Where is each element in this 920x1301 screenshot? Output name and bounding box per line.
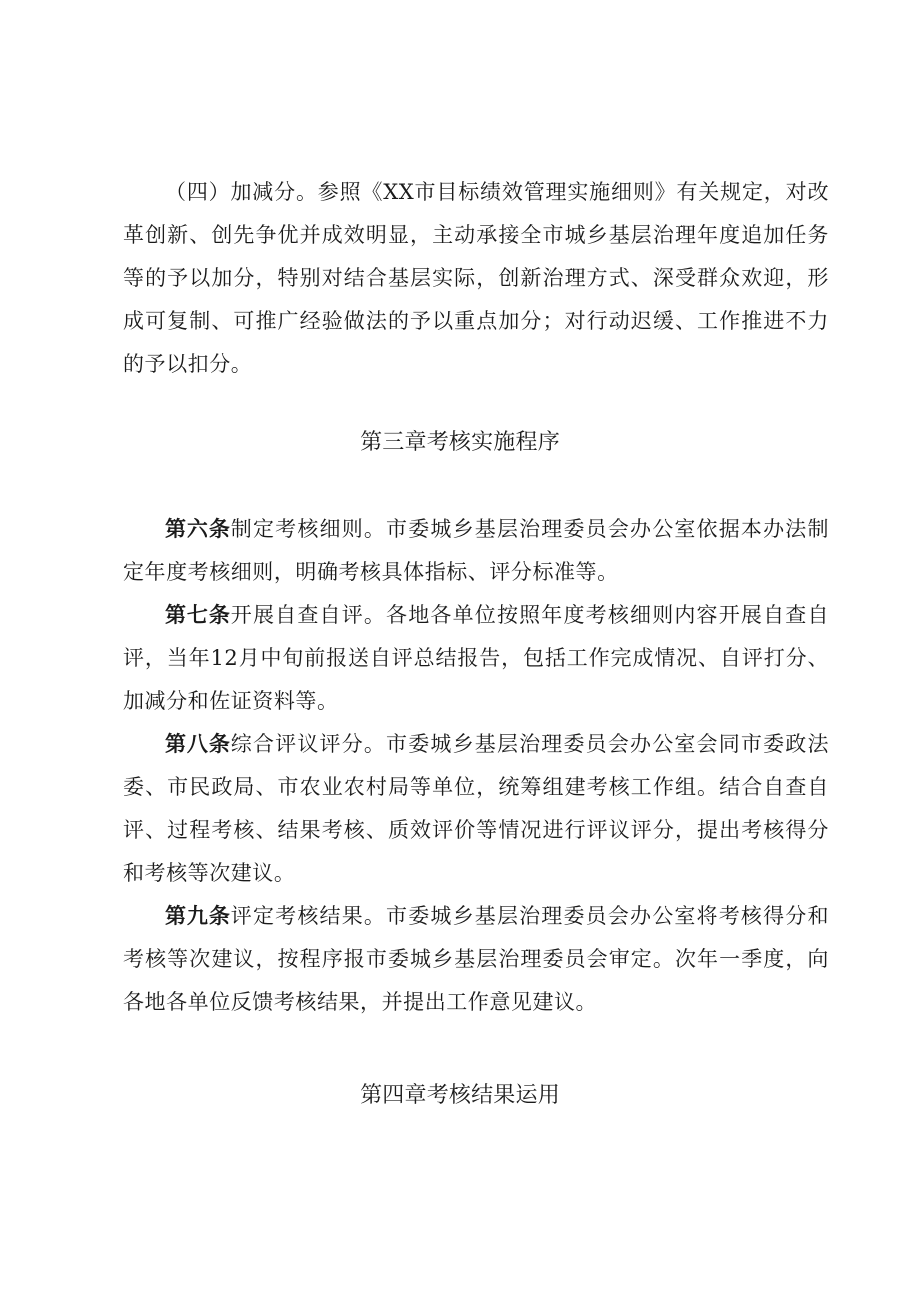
article-9-label: 第九条: [165, 904, 231, 928]
article-6-text: 制定考核细则。市委城乡基层治理委员会办公室依据本办法制定年度考核细则，明确考核具体指标、评分标准等。: [123, 517, 829, 584]
article-9-text: 评定考核结果。市委城乡基层治理委员会办公室将考核得分和考核等次建议，按程序报市委城乡基层治理委员会审定。次年一季度，向各地各单位反馈考核结果，并提出工作意见建议。: [123, 904, 829, 1014]
paragraph-text: （四）加减分。参照《XX市目标绩效管理实施细则》有关规定，对改革创新、创先争优并成效明显，主动承接全市城乡基层治理年度追加任务等的予以加分，特别对结合基层实际，创新治理方式、深受群众欢迎，形成可复制、可推广经验做法的予以重点加分；对行动迟缓、工作推进不力的予以扣分。: [123, 180, 829, 376]
paragraph-additions-deductions: [123, 171, 829, 386]
article-7-label: 第七条: [165, 603, 231, 627]
article-6: [123, 508, 829, 594]
article-8: [123, 723, 829, 895]
article-8-text: 综合评议评分。市委城乡基层治理委员会办公室会同市委政法委、市民政局、市农业农村局等单位，统筹组建考核工作组。结合自查自评、过程考核、结果考核、质效评价等情况进行评议评分，提出考核得分和考核等次建议。: [123, 732, 829, 885]
article-9: [123, 895, 829, 1024]
article-6-label: 第六条: [165, 517, 231, 541]
article-8-label: 第八条: [165, 732, 231, 756]
chapter-4-heading: 第四章考核结果运用: [360, 1083, 560, 1108]
article-7: [123, 594, 829, 723]
article-7-text: 开展自查自评。各地各单位按照年度考核细则内容开展自查自评，当年12月中旬前报送自评总结报告，包括工作完成情况、自评打分、加减分和佐证资料等。: [123, 603, 829, 713]
chapter-3-heading: 第三章考核实施程序: [360, 430, 560, 455]
